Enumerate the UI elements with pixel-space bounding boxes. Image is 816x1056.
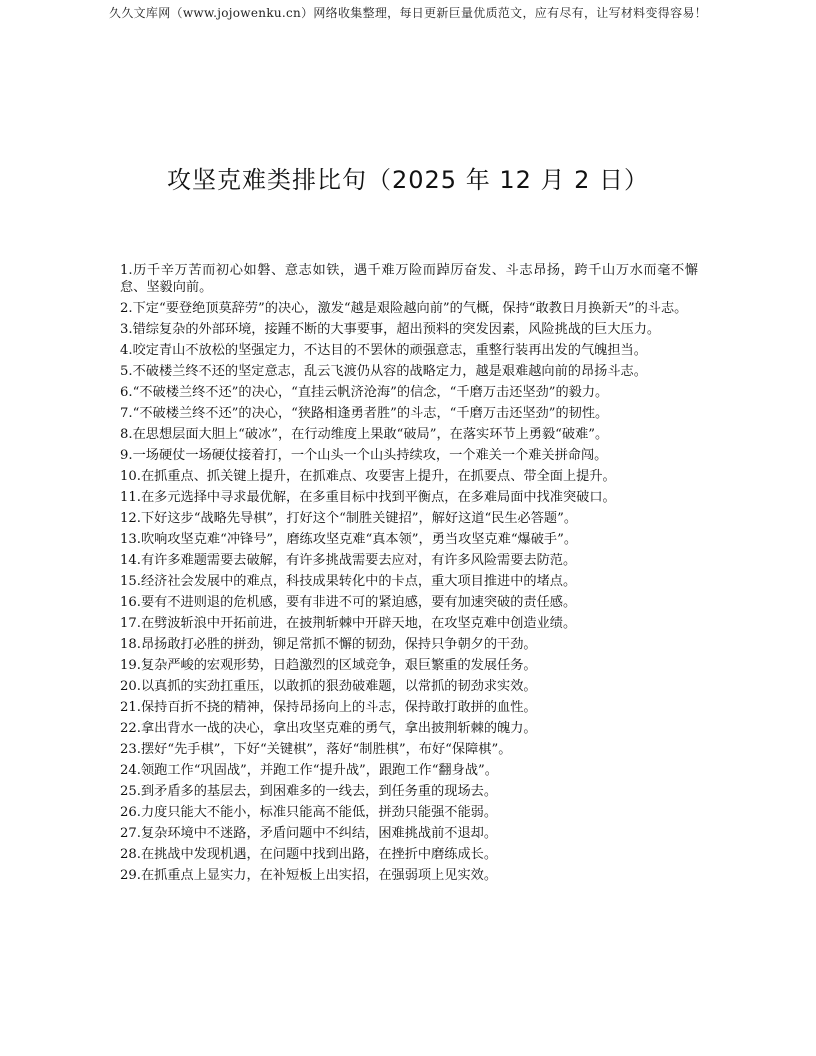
- list-item: 25.到矛盾多的基层去，到困难多的一线去，到任务重的现场去。: [120, 784, 498, 799]
- list-item: 17.在劈波斩浪中开拓前进，在披荆斩棘中开辟天地，在攻坚克难中创造业绩。: [120, 616, 577, 631]
- list-item: 10.在抓重点、抓关键上提升，在抓难点、攻要害上提升，在抓要点、带全面上提升。: [120, 469, 616, 484]
- list-item: 15.经济社会发展中的难点，科技成果转化中的卡点，重大项目推进中的堵点。: [120, 574, 577, 589]
- list-item: 29.在抓重点上显实力，在补短板上出实招，在强弱项上见实效。: [120, 868, 498, 883]
- list-item: 19.复杂严峻的宏观形势，日趋激烈的区域竞争，艰巨繁重的发展任务。: [120, 658, 537, 673]
- list-item: 18.昂扬敢打必胜的拼劲，铆足常抓不懈的韧劲，保持只争朝夕的干劲。: [120, 637, 537, 652]
- list-item: 21.保持百折不挠的精神，保持昂扬向上的斗志，保持敢打敢拼的血性。: [120, 700, 537, 715]
- list-item: 5.不破楼兰终不还的坚定意志，乱云飞渡仍从容的战略定力，越是艰难越向前的昂扬斗志。: [120, 364, 647, 379]
- site-banner: 久久文库网（www.jojowenku.cn）网络收集整理，每日更新巨量优质范文，应有尽有，让写材料变得容易！: [109, 6, 707, 20]
- list-item: 16.要有不进则退的危机感，要有非进不可的紧迫感，要有加速突破的责任感。: [120, 595, 577, 610]
- list-item: 8.在思想层面大胆上“破冰”，在行动维度上果敢“破局”，在落实环节上勇毅“破难”。: [120, 427, 609, 442]
- list-item: 6.“不破楼兰终不还”的决心，“直挂云帆济沧海”的信念，“千磨万击还坚劲”的毅力。: [120, 385, 609, 400]
- list-item: 4.咬定青山不放松的坚强定力，不达目的不罢休的顽强意志，重整行装再出发的气魄担当。: [120, 343, 647, 358]
- document-title: 攻坚克难类排比句（2025 年 12 月 2 日）: [166, 166, 650, 194]
- list-item: 20.以真抓的实劲扛重压，以敢抓的狠劲破难题，以常抓的韧劲求实效。: [120, 679, 537, 694]
- list-item: 24.领跑工作“巩固战”，并跑工作“提升战”，跟跑工作“翻身战”。: [120, 763, 498, 778]
- list-item: 22.拿出背水一战的决心，拿出攻坚克难的勇气，拿出披荆斩棘的魄力。: [120, 721, 537, 736]
- list-item: 27.复杂环境中不迷路，矛盾问题中不纠结，困难挑战前不退却。: [120, 826, 498, 841]
- list-item: 1.历千辛万苦而初心如磐、意志如铁，遇千难万险而踔厉奋发、斗志昂扬，跨千山万水而毫不懈怠、坚毅向前。: [120, 263, 698, 295]
- list-item: 3.错综复杂的外部环境，接踵不断的大事要事，超出预料的突发因素，风险挑战的巨大压力。: [120, 322, 661, 337]
- list-item: 7.“不破楼兰终不还”的决心，“狭路相逢勇者胜”的斗志，“千磨万击还坚劲”的韧性。: [120, 406, 609, 421]
- list-item: 9.一场硬仗一场硬仗接着打，一个山头一个山头持续攻，一个难关一个难关拼命闯。: [120, 448, 608, 463]
- list-item: 12.下好这步“战略先导棋”，打好这个“制胜关键招”，解好这道“民生必答题”。: [120, 511, 578, 526]
- list-item: 28.在挑战中发现机遇，在问题中找到出路，在挫折中磨练成长。: [120, 847, 498, 862]
- list-item: 26.力度只能大不能小，标准只能高不能低，拼劲只能强不能弱。: [120, 805, 498, 820]
- sentence-list: [120, 262, 698, 888]
- list-item: 23.摆好“先手棋”，下好“关键棋”，落好“制胜棋”，布好“保障棋”。: [120, 742, 512, 757]
- list-item: 13.吹响攻坚克难“冲锋号”，磨练攻坚克难“真本领”，勇当攻坚克难“爆破手”。: [120, 532, 578, 547]
- list-item: 11.在多元选择中寻求最优解，在多重目标中找到平衡点，在多难局面中找准突破口。: [120, 490, 616, 505]
- list-item: 14.有许多难题需要去破解，有许多挑战需要去应对，有许多风险需要去防范。: [120, 553, 577, 568]
- list-item: 2.下定“要登绝顶莫辞劳”的决心，激发“越是艰险越向前”的气概，保持“敢教日月换新天”的斗志。: [120, 301, 688, 316]
